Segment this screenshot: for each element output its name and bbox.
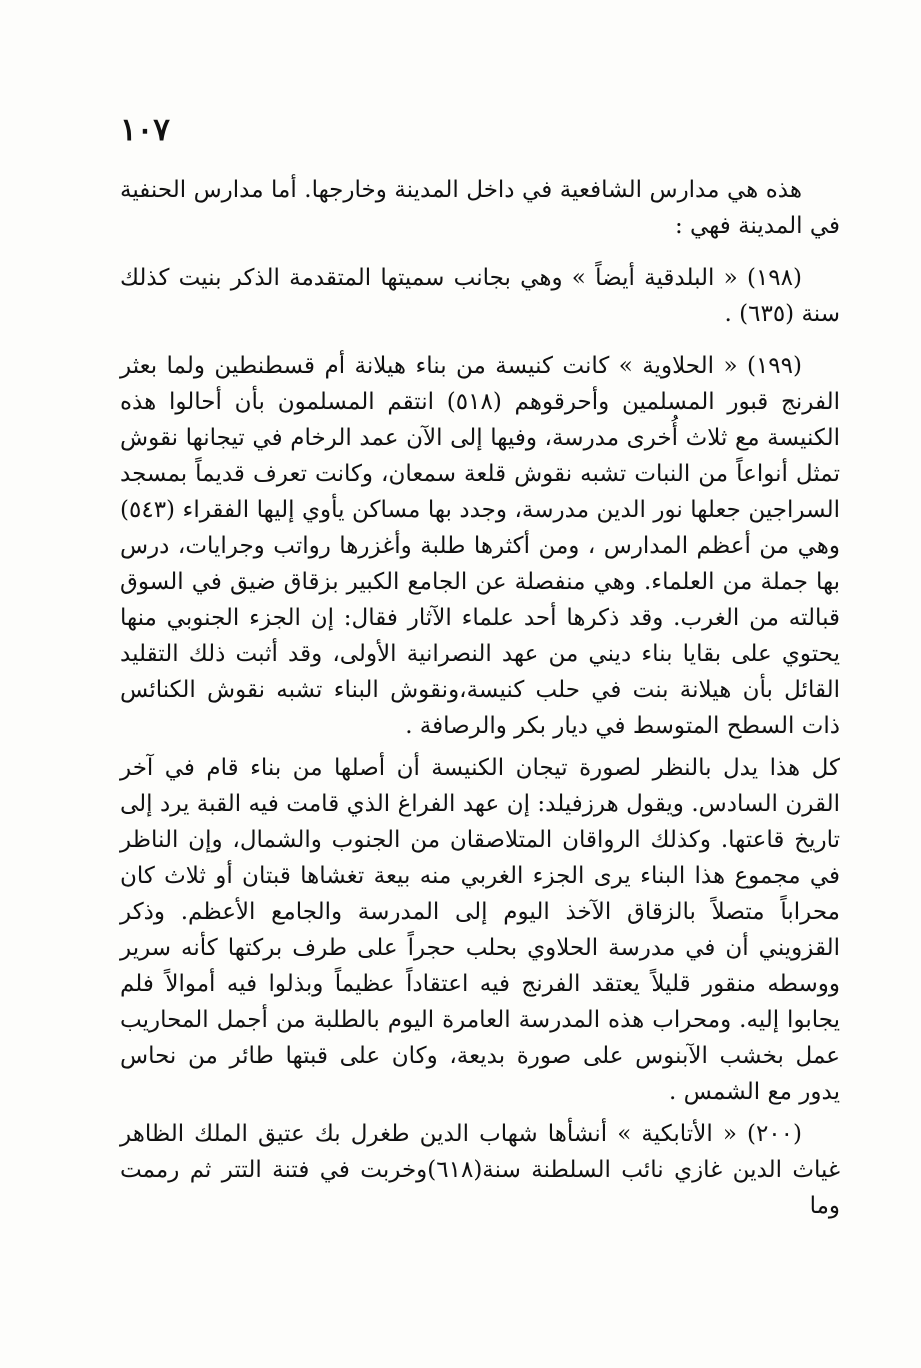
paragraph-intro: هذه هي مدارس الشافعية في داخل المدينة وخارجها. أما مدارس الحنفية في المدينة فهي : [120, 177, 840, 239]
page-number: ١٠٧ [120, 112, 170, 148]
paragraph-entry-200: (٢٠٠) « الأتابكية » أنشأها شهاب الدين طغرل بك عتيق الملك الظاهر غياث الدين غازي نائب السلطنة سنة(٦١٨)وخربت في فتنة التتر ثم رممت وما [120, 1121, 840, 1219]
body-text [120, 172, 840, 1240]
paragraph-entry-199-continued: كل هذا يدل بالنظر لصورة تيجان الكنيسة أن أصلها من بناء قام في آخر القرن السادس. ويقول هرزفيلد: إن عهد الفراغ الذي قامت فيه القبة يرد إلى تاريخ قاعتها. وكذلك الرواقان المتلاصقان من الجنوب والشمال، وإن الناظر في مجموع هذا البناء يرى الجزء الغربي منه بيعة تغشاها قبتان أو ثلاث كان محراباً متصلاً بالزقاق الآخذ اليوم إلى المدرسة والجامع الأعظم. وذكر القزويني أن في مدرسة الحلاوي بحلب حجراً على طرف بركتها كأنه سرير ووسطه منقور قليلاً يعتقد الفرنج فيه اعتقاداً عظيماً وبذلوا فيه أموالاً فلم يجابوا إليه. ومحراب هذه المدرسة العامرة اليوم بالطلبة من أجمل المحاريب عمل بخشب الآبنوس على صورة بديعة، وكان على قبتها طائر من نحاس يدور مع الشمس . [120, 755, 840, 1105]
paragraph-entry-198: (١٩٨) « البلدقية أيضاً » وهي بجانب سميتها المتقدمة الذكر بنيت كذلك سنة (٦٣٥) . [120, 265, 840, 327]
paragraph-entry-199: (١٩٩) « الحلاوية » كانت كنيسة من بناء هيلانة أم قسطنطين ولما بعثر الفرنج قبور المسلمين وأحرقوهم (٥١٨) انتقم المسلمون بأن أحالوا هذه الكنيسة مع ثلاث أُخرى مدرسة، وفيها إلى الآن عمد الرخام في تيجانها نقوش تمثل أنواعاً من النبات تشبه نقوش قلعة سمعان، وكانت تعرف قديماً بمسجد السراجين جعلها نور الدين مدرسة، وجدد بها مساكن يأوي إليها الفقراء (٥٤٣) وهي من أعظم المدارس ، ومن أكثرها طلبة وأغزرها رواتب وجرايات، درس بها جملة من العلماء. وهي منفصلة عن الجامع الكبير بزقاق ضيق في السوق قبالته من الغرب. وقد ذكرها أحد علماء الآثار فقال: إن الجزء الجنوبي منها يحتوي على بقايا بناء ديني من عهد النصرانية الأولى، وقد أثبت ذلك التقليد القائل بأن هيلانة بنت في حلب كنيسة،ونقوش البناء تشبه نقوش الكنائس ذات السطح المتوسط في ديار بكر والرصافة . [120, 353, 841, 739]
